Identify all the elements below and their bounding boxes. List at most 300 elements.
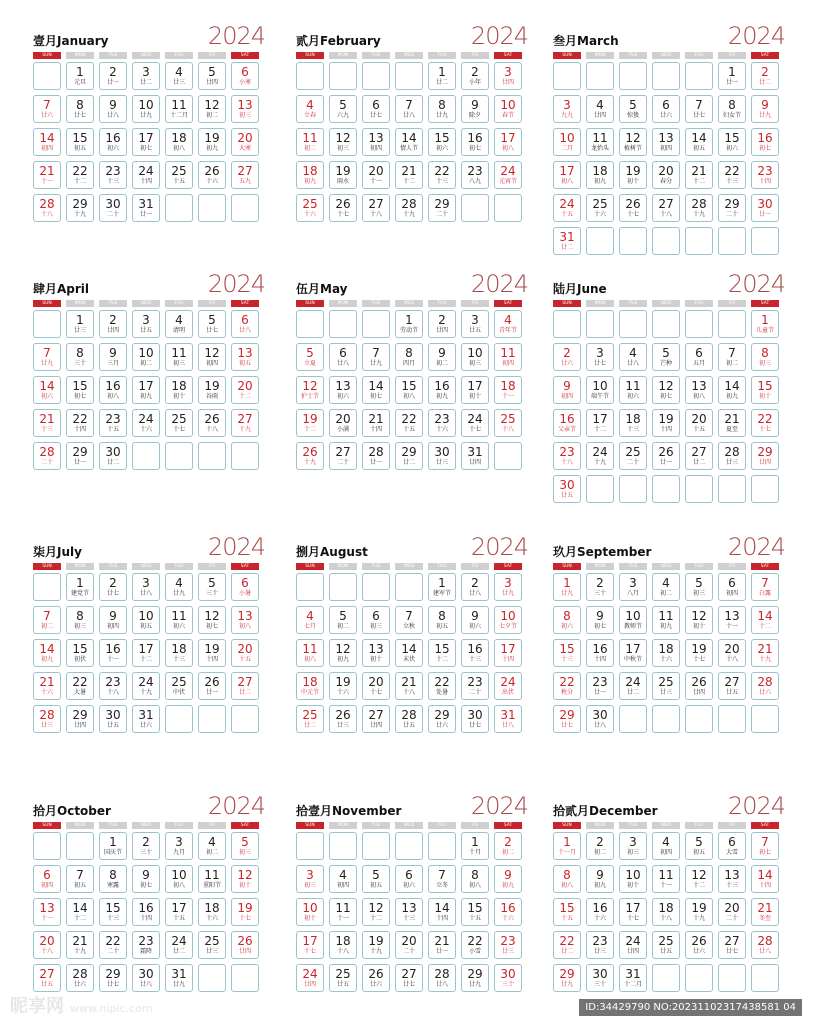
day-cell[interactable] [751, 832, 779, 860]
day-cell[interactable] [685, 865, 713, 893]
day-cell[interactable] [494, 672, 522, 700]
day-cell[interactable] [198, 639, 226, 667]
day-cell[interactable] [329, 639, 357, 667]
day-cell[interactable] [461, 705, 489, 733]
day-cell[interactable] [428, 343, 456, 371]
day-cell[interactable] [198, 409, 226, 437]
day-cell[interactable] [165, 832, 193, 860]
day-cell[interactable] [132, 865, 160, 893]
day-cell[interactable] [33, 606, 61, 634]
day-cell[interactable] [198, 672, 226, 700]
day-cell[interactable] [461, 128, 489, 156]
day-cell[interactable] [619, 606, 647, 634]
day-cell[interactable] [428, 606, 456, 634]
day-cell[interactable] [652, 376, 680, 404]
day-cell[interactable] [198, 898, 226, 926]
day-cell[interactable] [718, 606, 746, 634]
day-cell[interactable] [395, 865, 423, 893]
day-cell[interactable] [553, 672, 581, 700]
day-cell[interactable] [553, 409, 581, 437]
day-cell[interactable] [553, 931, 581, 959]
day-cell[interactable] [751, 62, 779, 90]
day-cell[interactable] [33, 376, 61, 404]
day-cell[interactable] [553, 606, 581, 634]
day-cell[interactable] [329, 194, 357, 222]
day-cell[interactable] [685, 128, 713, 156]
day-cell[interactable] [132, 964, 160, 992]
day-cell[interactable] [685, 409, 713, 437]
day-cell[interactable] [619, 832, 647, 860]
day-cell[interactable] [652, 95, 680, 123]
day-cell[interactable] [428, 194, 456, 222]
day-cell[interactable] [395, 194, 423, 222]
day-cell[interactable] [66, 573, 94, 601]
day-cell[interactable] [231, 343, 259, 371]
day-cell[interactable] [33, 672, 61, 700]
day-cell[interactable] [751, 672, 779, 700]
day-cell[interactable] [362, 95, 390, 123]
day-cell[interactable] [165, 865, 193, 893]
day-cell[interactable] [66, 606, 94, 634]
day-cell[interactable] [165, 95, 193, 123]
day-cell[interactable] [329, 964, 357, 992]
day-cell[interactable] [395, 409, 423, 437]
day-cell[interactable] [329, 409, 357, 437]
day-cell[interactable] [685, 832, 713, 860]
day-cell[interactable] [165, 672, 193, 700]
day-cell[interactable] [619, 95, 647, 123]
day-cell[interactable] [395, 95, 423, 123]
day-cell[interactable] [33, 964, 61, 992]
day-cell[interactable] [395, 705, 423, 733]
day-cell[interactable] [296, 865, 324, 893]
day-cell[interactable] [586, 343, 614, 371]
day-cell[interactable] [198, 310, 226, 338]
day-cell[interactable] [494, 409, 522, 437]
day-cell[interactable] [362, 931, 390, 959]
day-cell[interactable] [296, 95, 324, 123]
day-cell[interactable] [652, 128, 680, 156]
day-cell[interactable] [329, 95, 357, 123]
day-cell[interactable] [652, 672, 680, 700]
day-cell[interactable] [461, 865, 489, 893]
day-cell[interactable] [231, 606, 259, 634]
day-cell[interactable] [99, 964, 127, 992]
day-cell[interactable] [586, 128, 614, 156]
day-cell[interactable] [33, 442, 61, 470]
day-cell[interactable] [428, 705, 456, 733]
day-cell[interactable] [718, 898, 746, 926]
day-cell[interactable] [718, 62, 746, 90]
day-cell[interactable] [99, 310, 127, 338]
day-cell[interactable] [428, 376, 456, 404]
day-cell[interactable] [362, 865, 390, 893]
day-cell[interactable] [231, 310, 259, 338]
day-cell[interactable] [718, 931, 746, 959]
day-cell[interactable] [66, 442, 94, 470]
day-cell[interactable] [619, 639, 647, 667]
day-cell[interactable] [198, 62, 226, 90]
day-cell[interactable] [685, 639, 713, 667]
day-cell[interactable] [494, 865, 522, 893]
day-cell[interactable] [428, 898, 456, 926]
day-cell[interactable] [362, 705, 390, 733]
day-cell[interactable] [553, 865, 581, 893]
day-cell[interactable] [586, 865, 614, 893]
day-cell[interactable] [132, 95, 160, 123]
day-cell[interactable] [99, 376, 127, 404]
day-cell[interactable] [132, 606, 160, 634]
day-cell[interactable] [461, 898, 489, 926]
day-cell[interactable] [494, 343, 522, 371]
day-cell[interactable] [33, 931, 61, 959]
day-cell[interactable] [461, 161, 489, 189]
day-cell[interactable] [329, 672, 357, 700]
day-cell[interactable] [461, 376, 489, 404]
day-cell[interactable] [553, 442, 581, 470]
day-cell[interactable] [586, 964, 614, 992]
day-cell[interactable] [165, 964, 193, 992]
day-cell[interactable] [428, 639, 456, 667]
day-cell[interactable] [231, 898, 259, 926]
day-cell[interactable] [165, 310, 193, 338]
day-cell[interactable] [132, 672, 160, 700]
day-cell[interactable] [165, 343, 193, 371]
day-cell[interactable] [231, 128, 259, 156]
day-cell[interactable] [652, 639, 680, 667]
day-cell[interactable] [553, 128, 581, 156]
day-cell[interactable] [198, 343, 226, 371]
day-cell[interactable] [362, 161, 390, 189]
day-cell[interactable] [751, 931, 779, 959]
day-cell[interactable] [132, 409, 160, 437]
day-cell[interactable] [33, 128, 61, 156]
day-cell[interactable] [362, 606, 390, 634]
day-cell[interactable] [329, 128, 357, 156]
day-cell[interactable] [165, 639, 193, 667]
day-cell[interactable] [165, 62, 193, 90]
day-cell[interactable] [132, 376, 160, 404]
day-cell[interactable] [362, 672, 390, 700]
day-cell[interactable] [619, 161, 647, 189]
day-cell[interactable] [652, 832, 680, 860]
day-cell[interactable] [99, 832, 127, 860]
day-cell[interactable] [685, 343, 713, 371]
day-cell[interactable] [751, 161, 779, 189]
day-cell[interactable] [66, 964, 94, 992]
day-cell[interactable] [99, 639, 127, 667]
day-cell[interactable] [461, 310, 489, 338]
day-cell[interactable] [652, 931, 680, 959]
day-cell[interactable] [619, 865, 647, 893]
day-cell[interactable] [685, 672, 713, 700]
day-cell[interactable] [751, 606, 779, 634]
day-cell[interactable] [685, 606, 713, 634]
day-cell[interactable] [296, 442, 324, 470]
day-cell[interactable] [66, 95, 94, 123]
day-cell[interactable] [652, 343, 680, 371]
day-cell[interactable] [619, 898, 647, 926]
day-cell[interactable] [461, 95, 489, 123]
day-cell[interactable] [553, 227, 581, 255]
day-cell[interactable] [296, 705, 324, 733]
day-cell[interactable] [329, 343, 357, 371]
day-cell[interactable] [428, 95, 456, 123]
day-cell[interactable] [99, 128, 127, 156]
day-cell[interactable] [99, 573, 127, 601]
day-cell[interactable] [494, 310, 522, 338]
day-cell[interactable] [619, 573, 647, 601]
day-cell[interactable] [395, 376, 423, 404]
day-cell[interactable] [586, 606, 614, 634]
day-cell[interactable] [494, 898, 522, 926]
day-cell[interactable] [165, 161, 193, 189]
day-cell[interactable] [362, 343, 390, 371]
day-cell[interactable] [33, 705, 61, 733]
day-cell[interactable] [231, 832, 259, 860]
day-cell[interactable] [132, 898, 160, 926]
day-cell[interactable] [428, 442, 456, 470]
day-cell[interactable] [296, 898, 324, 926]
day-cell[interactable] [586, 442, 614, 470]
day-cell[interactable] [428, 128, 456, 156]
day-cell[interactable] [494, 964, 522, 992]
day-cell[interactable] [132, 128, 160, 156]
day-cell[interactable] [553, 964, 581, 992]
day-cell[interactable] [461, 639, 489, 667]
day-cell[interactable] [751, 376, 779, 404]
day-cell[interactable] [99, 931, 127, 959]
day-cell[interactable] [751, 442, 779, 470]
day-cell[interactable] [461, 343, 489, 371]
day-cell[interactable] [494, 606, 522, 634]
day-cell[interactable] [329, 705, 357, 733]
day-cell[interactable] [99, 409, 127, 437]
day-cell[interactable] [99, 442, 127, 470]
day-cell[interactable] [66, 705, 94, 733]
day-cell[interactable] [198, 832, 226, 860]
day-cell[interactable] [66, 898, 94, 926]
day-cell[interactable] [751, 898, 779, 926]
day-cell[interactable] [296, 376, 324, 404]
day-cell[interactable] [718, 442, 746, 470]
day-cell[interactable] [685, 898, 713, 926]
day-cell[interactable] [494, 832, 522, 860]
day-cell[interactable] [66, 865, 94, 893]
day-cell[interactable] [619, 964, 647, 992]
day-cell[interactable] [395, 964, 423, 992]
day-cell[interactable] [231, 376, 259, 404]
day-cell[interactable] [99, 62, 127, 90]
day-cell[interactable] [99, 606, 127, 634]
day-cell[interactable] [494, 639, 522, 667]
day-cell[interactable] [461, 442, 489, 470]
day-cell[interactable] [132, 832, 160, 860]
day-cell[interactable] [619, 442, 647, 470]
day-cell[interactable] [231, 573, 259, 601]
day-cell[interactable] [99, 705, 127, 733]
day-cell[interactable] [362, 376, 390, 404]
day-cell[interactable] [461, 573, 489, 601]
day-cell[interactable] [132, 639, 160, 667]
day-cell[interactable] [586, 194, 614, 222]
day-cell[interactable] [685, 161, 713, 189]
day-cell[interactable] [428, 931, 456, 959]
day-cell[interactable] [461, 409, 489, 437]
day-cell[interactable] [619, 376, 647, 404]
day-cell[interactable] [428, 161, 456, 189]
day-cell[interactable] [553, 343, 581, 371]
day-cell[interactable] [329, 161, 357, 189]
day-cell[interactable] [718, 832, 746, 860]
day-cell[interactable] [652, 161, 680, 189]
day-cell[interactable] [619, 194, 647, 222]
day-cell[interactable] [718, 161, 746, 189]
day-cell[interactable] [198, 161, 226, 189]
day-cell[interactable] [395, 128, 423, 156]
day-cell[interactable] [99, 161, 127, 189]
day-cell[interactable] [231, 161, 259, 189]
day-cell[interactable] [718, 194, 746, 222]
day-cell[interactable] [33, 639, 61, 667]
day-cell[interactable] [395, 161, 423, 189]
day-cell[interactable] [553, 639, 581, 667]
day-cell[interactable] [198, 95, 226, 123]
day-cell[interactable] [362, 409, 390, 437]
day-cell[interactable] [494, 931, 522, 959]
day-cell[interactable] [652, 865, 680, 893]
day-cell[interactable] [165, 573, 193, 601]
day-cell[interactable] [751, 639, 779, 667]
day-cell[interactable] [586, 639, 614, 667]
day-cell[interactable] [461, 62, 489, 90]
day-cell[interactable] [619, 931, 647, 959]
day-cell[interactable] [685, 931, 713, 959]
day-cell[interactable] [66, 343, 94, 371]
day-cell[interactable] [231, 62, 259, 90]
day-cell[interactable] [395, 442, 423, 470]
day-cell[interactable] [428, 409, 456, 437]
day-cell[interactable] [296, 639, 324, 667]
day-cell[interactable] [33, 194, 61, 222]
day-cell[interactable] [494, 376, 522, 404]
day-cell[interactable] [428, 672, 456, 700]
day-cell[interactable] [718, 409, 746, 437]
day-cell[interactable] [33, 343, 61, 371]
day-cell[interactable] [66, 161, 94, 189]
day-cell[interactable] [329, 865, 357, 893]
day-cell[interactable] [66, 931, 94, 959]
day-cell[interactable] [619, 672, 647, 700]
day-cell[interactable] [165, 128, 193, 156]
day-cell[interactable] [33, 95, 61, 123]
day-cell[interactable] [652, 194, 680, 222]
day-cell[interactable] [751, 343, 779, 371]
day-cell[interactable] [231, 672, 259, 700]
day-cell[interactable] [619, 409, 647, 437]
day-cell[interactable] [718, 376, 746, 404]
day-cell[interactable] [395, 931, 423, 959]
day-cell[interactable] [362, 128, 390, 156]
day-cell[interactable] [99, 95, 127, 123]
day-cell[interactable] [718, 128, 746, 156]
day-cell[interactable] [586, 931, 614, 959]
day-cell[interactable] [132, 310, 160, 338]
day-cell[interactable] [329, 606, 357, 634]
day-cell[interactable] [362, 194, 390, 222]
day-cell[interactable] [296, 128, 324, 156]
day-cell[interactable] [652, 409, 680, 437]
day-cell[interactable] [99, 343, 127, 371]
day-cell[interactable] [586, 161, 614, 189]
day-cell[interactable] [718, 672, 746, 700]
day-cell[interactable] [329, 931, 357, 959]
day-cell[interactable] [652, 606, 680, 634]
day-cell[interactable] [296, 409, 324, 437]
day-cell[interactable] [99, 672, 127, 700]
day-cell[interactable] [718, 95, 746, 123]
day-cell[interactable] [99, 898, 127, 926]
day-cell[interactable] [132, 343, 160, 371]
day-cell[interactable] [461, 931, 489, 959]
day-cell[interactable] [494, 128, 522, 156]
day-cell[interactable] [66, 672, 94, 700]
day-cell[interactable] [165, 409, 193, 437]
day-cell[interactable] [132, 705, 160, 733]
day-cell[interactable] [553, 475, 581, 503]
day-cell[interactable] [66, 128, 94, 156]
day-cell[interactable] [428, 310, 456, 338]
day-cell[interactable] [494, 95, 522, 123]
day-cell[interactable] [66, 310, 94, 338]
day-cell[interactable] [395, 672, 423, 700]
day-cell[interactable] [296, 606, 324, 634]
day-cell[interactable] [586, 95, 614, 123]
day-cell[interactable] [198, 865, 226, 893]
day-cell[interactable] [428, 964, 456, 992]
day-cell[interactable] [362, 964, 390, 992]
day-cell[interactable] [165, 606, 193, 634]
day-cell[interactable] [461, 964, 489, 992]
day-cell[interactable] [33, 898, 61, 926]
day-cell[interactable] [461, 832, 489, 860]
day-cell[interactable] [329, 898, 357, 926]
day-cell[interactable] [165, 931, 193, 959]
day-cell[interactable] [428, 62, 456, 90]
day-cell[interactable] [553, 898, 581, 926]
day-cell[interactable] [165, 898, 193, 926]
day-cell[interactable] [619, 128, 647, 156]
day-cell[interactable] [494, 62, 522, 90]
day-cell[interactable] [296, 672, 324, 700]
day-cell[interactable] [751, 95, 779, 123]
day-cell[interactable] [553, 376, 581, 404]
day-cell[interactable] [296, 964, 324, 992]
day-cell[interactable] [99, 865, 127, 893]
day-cell[interactable] [231, 639, 259, 667]
day-cell[interactable] [66, 62, 94, 90]
day-cell[interactable] [395, 606, 423, 634]
day-cell[interactable] [296, 194, 324, 222]
day-cell[interactable] [395, 343, 423, 371]
day-cell[interactable] [494, 705, 522, 733]
day-cell[interactable] [165, 376, 193, 404]
day-cell[interactable] [652, 898, 680, 926]
day-cell[interactable] [395, 310, 423, 338]
day-cell[interactable] [296, 931, 324, 959]
day-cell[interactable] [198, 573, 226, 601]
day-cell[interactable] [494, 161, 522, 189]
